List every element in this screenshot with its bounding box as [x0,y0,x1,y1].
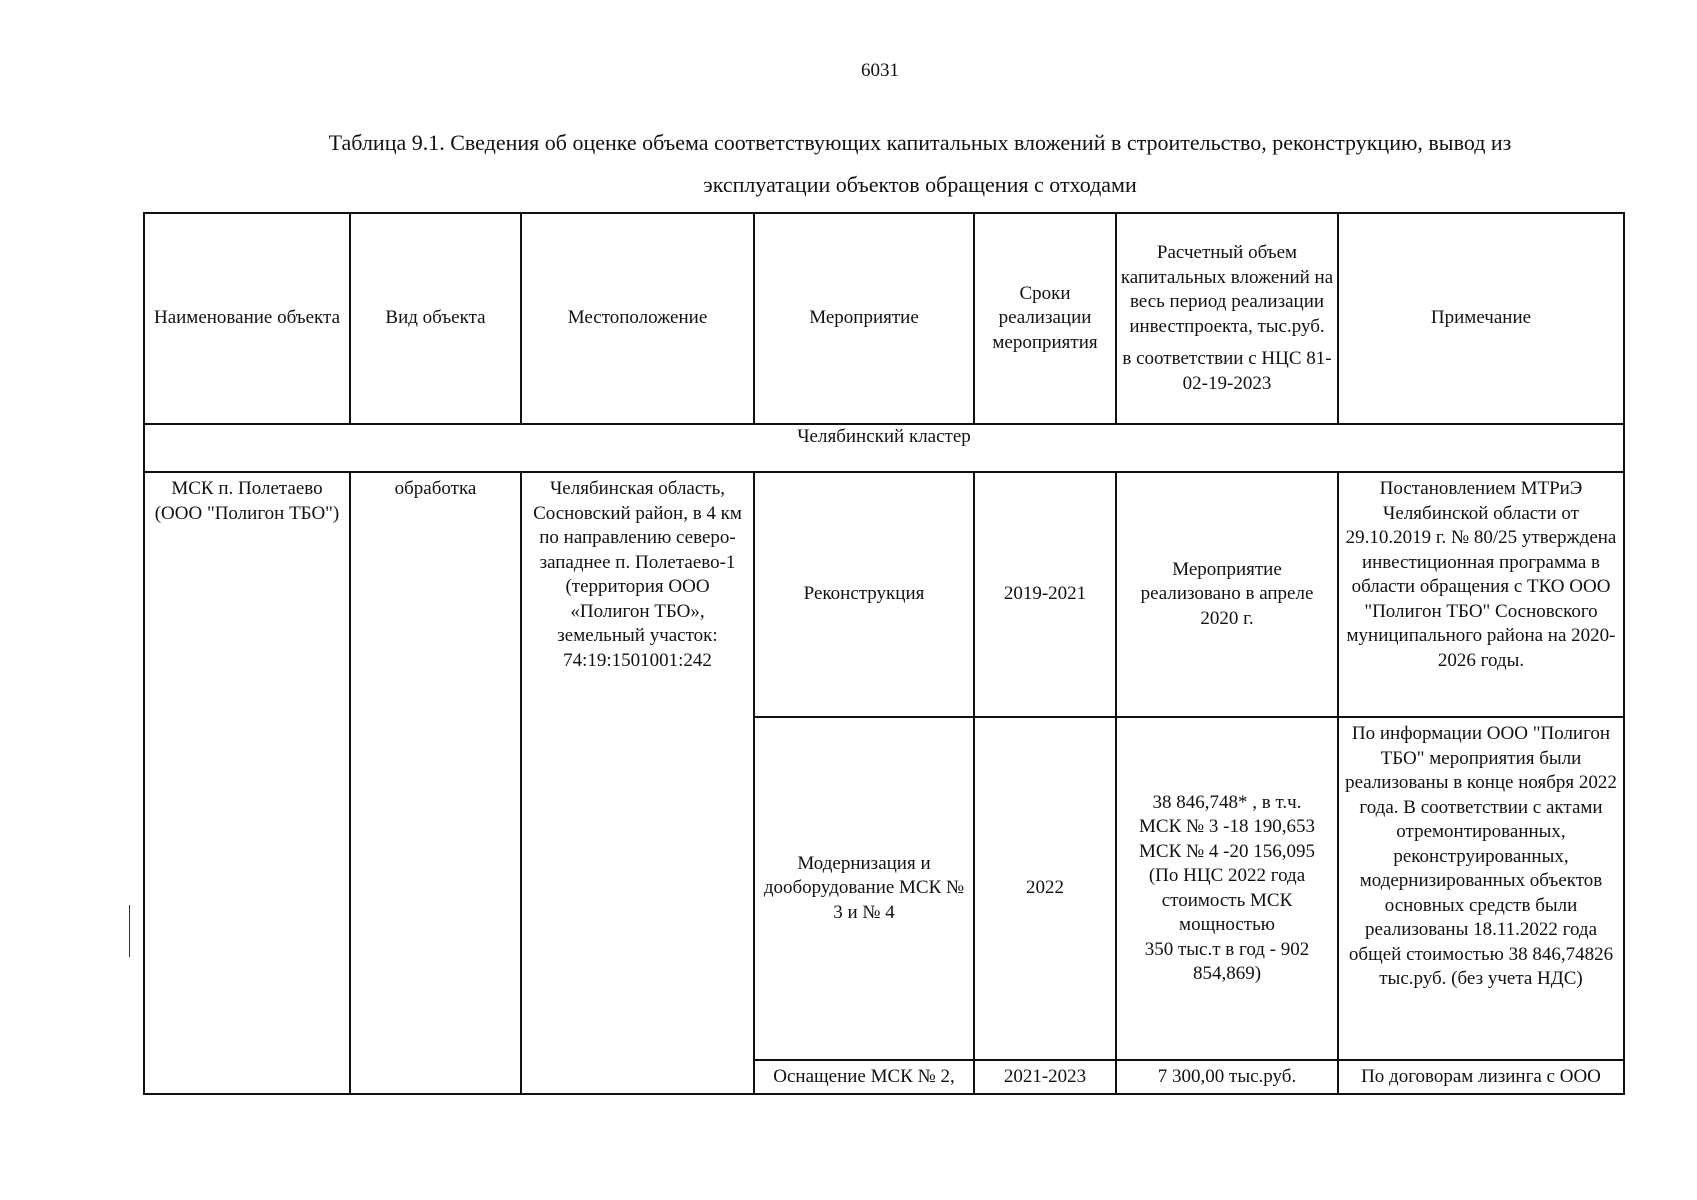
note-cell: По информации ООО "Полигон ТБО" мероприятия были реализованы в конце ноября 2022 года. В соответствии с актами отремонтированных, реконструированных, модернизированных объектов основных средств были реализованы 18.11.2022 года общей стоимостью 38 846,74826 тыс.руб. (без учета НДС) [1338,717,1624,1060]
object-name-cell: МСК п. Полетаево (ООО "Полигон ТБО") [144,472,350,1094]
header-terms: Сроки реализации мероприятия [974,213,1116,424]
caption-line-1: Таблица 9.1. Сведения об оценке объема соответствующих капитальных вложений в строительство, реконструкцию, вывод из [328,130,1512,155]
terms-cell: 2019-2021 [974,472,1116,717]
volume-line: 38 846,748* , в т.ч. [1152,791,1302,813]
volume-line: МСК № 3 -18 190,653 [1139,816,1315,837]
volume-line: (По НЦС 2022 года стоимость МСК мощностью [1148,865,1306,935]
header-object-type: Вид объекта [350,213,521,424]
terms-cell: 2022 [974,717,1116,1060]
terms-cell: 2021-2023 [974,1060,1116,1094]
volume-line: 350 тыс.т в год - 902 854,869) [1144,938,1310,984]
header-location: Местоположение [521,213,754,424]
note-cell: По договорам лизинга с ООО [1338,1060,1624,1094]
capital-investment-table [143,212,1625,1095]
section-title: Челябинский кластер [144,424,1624,472]
table-row [144,472,1624,717]
header-row [144,213,1624,424]
header-volume-line2: в соответствии с НЦС 81-02-19-2023 [1122,348,1332,394]
header-note: Примечание [1338,213,1624,424]
volume-cell [1116,717,1338,1060]
volume-line: МСК № 4 -20 156,095 [1139,840,1315,862]
volume-cell: Мероприятие реализовано в апреле 2020 г. [1116,472,1338,717]
section-row [144,424,1624,472]
note-cell: Постановлением МТРиЭ Челябинской области от 29.10.2019 г. № 80/25 утверждена инвестиционная программа в области обращения с ТКО ООО "Полигон ТБО" Сосновского муниципального района на 2020-2026 годы. [1338,472,1624,717]
caption-line-2: эксплуатации объектов обращения с отходами [703,172,1137,197]
measure-cell: Модернизация и дооборудование МСК № 3 и № 4 [754,717,974,1060]
measure-cell: Реконструкция [754,472,974,717]
header-measure: Мероприятие [754,213,974,424]
table-caption [230,122,1610,206]
page-number: 6031 [861,60,899,81]
margin-bar [129,905,130,957]
measure-cell: Оснащение МСК № 2, [754,1060,974,1094]
volume-cell: 7 300,00 тыс.руб. [1116,1060,1338,1094]
header-volume [1116,213,1338,424]
object-location-cell: Челябинская область, Сосновский район, в 4 км по направлению северо-западнее п. Полетаево-1 (территория ООО «Полигон ТБО», земельный участок: 74:19:1501001:242 [521,472,754,1094]
object-type-cell: обработка [350,472,521,1094]
header-volume-line1: Расчетный объем капитальных вложений на весь период реализации инвестпроекта, тыс.руб. [1120,242,1334,337]
header-object-name: Наименование объекта [144,213,350,424]
